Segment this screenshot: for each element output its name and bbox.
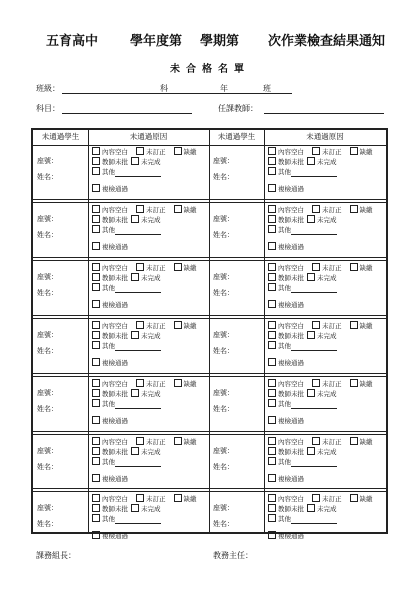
name-label: 姓名： [37,520,58,529]
blank-checkbox[interactable] [268,205,276,213]
header-reason-right: 未通過原因 [264,130,386,146]
unmarked-checkbox[interactable] [92,331,100,339]
reason-row-2: 教師未批 未完成 [92,390,161,399]
page-title [0,30,420,50]
other-fill-line [291,516,337,524]
reason-row-3: 其他 [92,226,161,235]
blank-checkbox[interactable] [268,321,276,329]
incomplete-checkbox[interactable] [307,273,315,281]
blank-checkbox[interactable] [92,494,100,502]
reason-row-1: 內容空白 未訂正 缺繳 [268,206,373,215]
reason-row-3: 其他 [92,284,161,293]
recheck-checkbox[interactable] [92,531,100,539]
semester-label: 學期第 [200,34,240,49]
row-separator [33,257,386,261]
reason-row-3: 其他 [92,515,161,524]
recheck-checkbox[interactable] [268,184,276,192]
reason-row-recheck: 複檢通過 [268,532,304,541]
reason-row-1: 內容空白 未訂正 缺繳 [92,322,197,331]
reason-row-3: 其他 [268,342,337,351]
missing-checkbox[interactable] [350,437,358,445]
failed-students-table [31,128,388,541]
missing-checkbox[interactable] [174,379,182,387]
header-student-left: 未通過學生 [33,130,88,146]
other-fill-line [291,169,337,177]
reason-row-3: 其他 [268,458,337,467]
subject-line [62,113,192,114]
other-fill-line [291,285,337,293]
blank-checkbox[interactable] [268,437,276,445]
unmarked-checkbox[interactable] [268,504,276,512]
recheck-checkbox[interactable] [92,300,100,308]
other-fill-line [115,227,161,235]
seat-label: 座號： [37,388,58,397]
unmarked-checkbox[interactable] [268,447,276,455]
blank-checkbox[interactable] [268,263,276,271]
reason-row-1: 內容空白 未訂正 缺繳 [268,495,373,504]
incomplete-checkbox[interactable] [307,157,315,165]
name-label: 姓名： [213,404,234,413]
blank-checkbox[interactable] [92,437,100,445]
uncorrected-checkbox[interactable] [312,147,320,155]
reason-row-2: 教師未批 未完成 [268,448,337,457]
recheck-checkbox[interactable] [268,474,276,482]
reason-row-recheck: 複檢通過 [92,243,128,252]
seat-label: 座號： [213,214,234,223]
header-reason-left: 未通過原因 [88,130,209,146]
row-separator [33,431,386,435]
reason-row-1: 內容空白 未訂正 缺繳 [268,380,373,389]
reason-row-3: 其他 [268,515,337,524]
other-fill-line [291,227,337,235]
other-fill-line [115,459,161,467]
missing-checkbox[interactable] [174,437,182,445]
recheck-checkbox[interactable] [268,531,276,539]
name-label: 姓名： [213,230,234,239]
incomplete-checkbox[interactable] [307,331,315,339]
reason-row-3: 其他 [92,168,161,177]
unmarked-checkbox[interactable] [268,273,276,281]
uncorrected-checkbox[interactable] [312,494,320,502]
seat-label: 座號： [213,388,234,397]
dept-label: 科 [160,84,168,93]
uncorrected-checkbox[interactable] [136,379,144,387]
reason-row-2: 教師未批 未完成 [92,505,161,514]
incomplete-checkbox[interactable] [131,389,139,397]
seat-label: 座號： [213,446,234,455]
notice-label: 次作業檢查結果通知 [268,34,386,49]
reason-row-2: 教師未批 未完成 [92,274,161,283]
recheck-checkbox[interactable] [268,416,276,424]
reason-row-3: 其他 [268,284,337,293]
reason-row-recheck: 複檢通過 [92,417,128,426]
uncorrected-checkbox[interactable] [136,263,144,271]
reason-row-2: 教師未批 未完成 [92,158,161,167]
row-separator [33,373,386,377]
seat-label: 座號： [37,446,58,455]
missing-checkbox[interactable] [350,494,358,502]
reason-row-3: 其他 [92,400,161,409]
other-fill-line [115,401,161,409]
missing-checkbox[interactable] [174,263,182,271]
blank-checkbox[interactable] [92,147,100,155]
unmarked-checkbox[interactable] [268,157,276,165]
section-chief-label: 課務組長： [36,551,76,560]
reason-row-recheck: 複檢通過 [92,359,128,368]
recheck-checkbox[interactable] [92,416,100,424]
name-label: 姓名： [213,288,234,297]
other-fill-line [115,285,161,293]
name-label: 姓名： [213,520,234,529]
uncorrected-checkbox[interactable] [312,437,320,445]
reason-row-1: 內容空白 未訂正 缺繳 [268,438,373,447]
reason-row-1: 內容空白 未訂正 缺繳 [92,495,197,504]
unmarked-checkbox[interactable] [92,157,100,165]
incomplete-checkbox[interactable] [131,273,139,281]
recheck-checkbox[interactable] [92,358,100,366]
name-label: 姓名： [37,462,58,471]
other-checkbox[interactable] [268,457,276,465]
divider [264,130,265,532]
subject-label: 科目： [36,104,60,113]
blank-checkbox[interactable] [92,379,100,387]
missing-checkbox[interactable] [350,263,358,271]
missing-checkbox[interactable] [350,147,358,155]
other-checkbox[interactable] [92,283,100,291]
row-separator [33,199,386,203]
reason-row-1: 內容空白 未訂正 缺繳 [268,148,373,157]
unmarked-checkbox[interactable] [92,215,100,223]
reason-row-2: 教師未批 未完成 [92,448,161,457]
name-label: 姓名： [37,404,58,413]
missing-checkbox[interactable] [174,321,182,329]
blank-checkbox[interactable] [268,147,276,155]
page-subtitle: 未合格名單 [170,64,250,75]
dean-label: 教務主任： [213,551,253,560]
reason-row-recheck: 複檢通過 [92,475,128,484]
missing-checkbox[interactable] [350,205,358,213]
class-line [62,93,292,94]
other-checkbox[interactable] [268,167,276,175]
uncorrected-checkbox[interactable] [312,263,320,271]
reason-row-3: 其他 [268,400,337,409]
incomplete-checkbox[interactable] [131,447,139,455]
uncorrected-checkbox[interactable] [136,437,144,445]
recheck-checkbox[interactable] [268,300,276,308]
seat-label: 座號： [213,272,234,281]
unmarked-checkbox[interactable] [268,215,276,223]
unmarked-checkbox[interactable] [268,389,276,397]
missing-checkbox[interactable] [350,379,358,387]
missing-checkbox[interactable] [350,321,358,329]
seat-label: 座號： [37,504,58,513]
blank-checkbox[interactable] [268,494,276,502]
name-label: 姓名： [37,230,58,239]
reason-row-1: 內容空白 未訂正 缺繳 [92,264,197,273]
name-label: 姓名： [37,346,58,355]
other-fill-line [115,343,161,351]
name-label: 姓名： [213,462,234,471]
reason-row-recheck: 複檢通過 [268,185,304,194]
reason-row-recheck: 複檢通過 [92,301,128,310]
row-separator [33,488,386,492]
other-checkbox[interactable] [92,457,100,465]
other-fill-line [115,169,161,177]
row-separator [33,315,386,319]
other-fill-line [115,516,161,524]
other-fill-line [291,343,337,351]
school-year-label: 學年度第 [130,34,183,49]
reason-row-recheck: 複檢通過 [268,417,304,426]
incomplete-checkbox[interactable] [131,215,139,223]
seat-label: 座號： [213,504,234,513]
name-label: 姓名： [213,173,234,181]
seat-label: 座號： [213,157,234,165]
other-checkbox[interactable] [92,225,100,233]
recheck-checkbox[interactable] [268,242,276,250]
other-fill-line [291,459,337,467]
other-checkbox[interactable] [268,283,276,291]
uncorrected-checkbox[interactable] [136,205,144,213]
other-fill-line [291,401,337,409]
name-label: 姓名： [37,288,58,297]
recheck-checkbox[interactable] [92,242,100,250]
other-checkbox[interactable] [268,225,276,233]
seat-label: 座號： [37,214,58,223]
reason-row-1: 內容空白 未訂正 缺繳 [92,438,197,447]
teacher-label: 任課教師： [218,104,258,113]
unmarked-checkbox[interactable] [92,504,100,512]
other-checkbox[interactable] [268,514,276,522]
incomplete-checkbox[interactable] [307,215,315,223]
incomplete-checkbox[interactable] [131,331,139,339]
other-checkbox[interactable] [268,341,276,349]
school-name: 五育高中 [46,34,99,49]
divider [88,130,89,532]
reason-row-recheck: 複檢通過 [268,243,304,252]
blank-checkbox[interactable] [92,321,100,329]
reason-row-2: 教師未批 未完成 [268,274,337,283]
reason-row-2: 教師未批 未完成 [92,332,161,341]
seat-label: 座號： [37,330,58,339]
reason-row-3: 其他 [268,226,337,235]
reason-row-2: 教師未批 未完成 [268,332,337,341]
reason-row-recheck: 複檢通過 [268,301,304,310]
name-label: 姓名： [37,173,58,181]
incomplete-checkbox[interactable] [307,389,315,397]
missing-checkbox[interactable] [174,494,182,502]
reason-row-3: 其他 [268,168,337,177]
seat-label: 座號： [37,272,58,281]
reason-row-2: 教師未批 未完成 [268,390,337,399]
teacher-line [264,113,384,114]
reason-row-2: 教師未批 未完成 [92,216,161,225]
reason-row-recheck: 複檢通過 [268,475,304,484]
incomplete-checkbox[interactable] [307,447,315,455]
blank-checkbox[interactable] [268,379,276,387]
other-checkbox[interactable] [92,341,100,349]
unmarked-checkbox[interactable] [92,273,100,281]
incomplete-checkbox[interactable] [131,157,139,165]
other-checkbox[interactable] [92,399,100,407]
reason-row-recheck: 複檢通過 [92,532,128,541]
seat-label: 座號： [37,157,58,165]
uncorrected-checkbox[interactable] [312,205,320,213]
reason-row-3: 其他 [92,458,161,467]
uncorrected-checkbox[interactable] [312,379,320,387]
reason-row-recheck: 複檢通過 [92,185,128,194]
missing-checkbox[interactable] [174,205,182,213]
reason-row-1: 內容空白 未訂正 缺繳 [92,206,197,215]
reason-row-1: 內容空白 未訂正 缺繳 [268,322,373,331]
blank-checkbox[interactable] [92,205,100,213]
reason-row-3: 其他 [92,342,161,351]
recheck-checkbox[interactable] [92,474,100,482]
divider [209,130,210,532]
incomplete-checkbox[interactable] [131,504,139,512]
ban-label: 班 [263,84,271,93]
uncorrected-checkbox[interactable] [136,321,144,329]
class-label: 班級： [36,84,60,93]
other-checkbox[interactable] [92,514,100,522]
uncorrected-checkbox[interactable] [312,321,320,329]
recheck-checkbox[interactable] [268,358,276,366]
reason-row-2: 教師未批 未完成 [268,158,337,167]
reason-row-2: 教師未批 未完成 [268,505,337,514]
other-checkbox[interactable] [92,167,100,175]
reason-row-2: 教師未批 未完成 [268,216,337,225]
name-label: 姓名： [213,346,234,355]
incomplete-checkbox[interactable] [307,504,315,512]
blank-checkbox[interactable] [92,263,100,271]
grade-label: 年 [220,84,228,93]
reason-row-1: 內容空白 未訂正 缺繳 [92,148,197,157]
uncorrected-checkbox[interactable] [136,147,144,155]
unmarked-checkbox[interactable] [92,389,100,397]
unmarked-checkbox[interactable] [92,447,100,455]
reason-row-1: 內容空白 未訂正 缺繳 [268,264,373,273]
reason-row-1: 內容空白 未訂正 缺繳 [92,380,197,389]
seat-label: 座號： [213,330,234,339]
header-student-right: 未通過學生 [209,130,264,146]
unmarked-checkbox[interactable] [268,331,276,339]
recheck-checkbox[interactable] [92,184,100,192]
missing-checkbox[interactable] [174,147,182,155]
other-checkbox[interactable] [268,399,276,407]
uncorrected-checkbox[interactable] [136,494,144,502]
reason-row-recheck: 複檢通過 [268,359,304,368]
